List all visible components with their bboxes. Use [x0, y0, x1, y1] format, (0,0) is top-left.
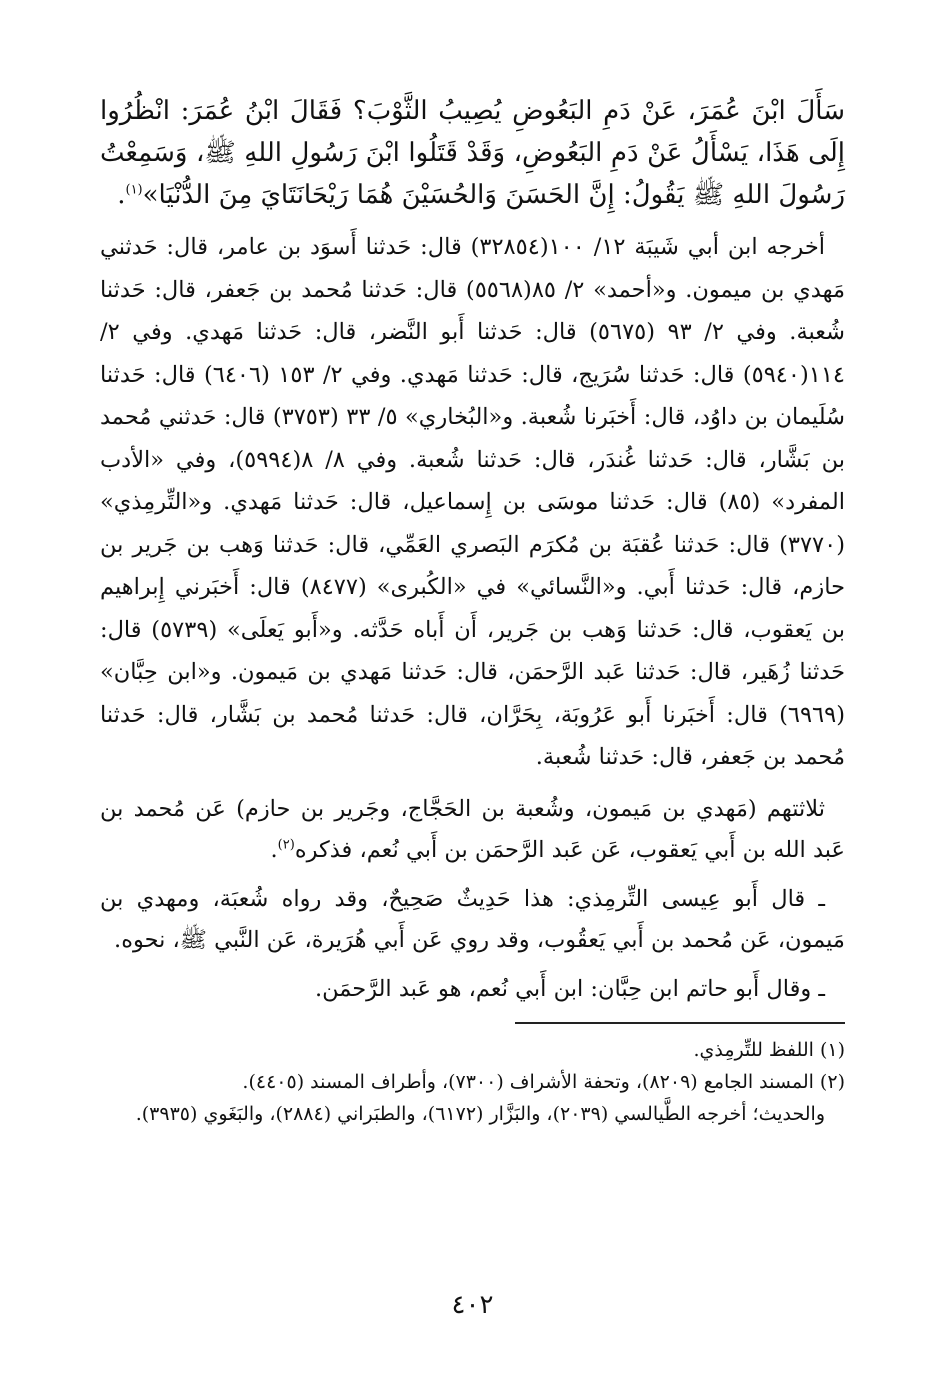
- tirmidhi-comment: ـ قال أَبو عِيسى التِّرمِذي: هذا حَدِيثٌ صَحِيحٌ، وقد رواه شُعبَة، ومهدي بن مَيمون، عَن مُحمد بن أَبي يَعقُوب، وقد روي عَن أَبي هُرَيرة، عَن النَّبي ﷺ، نحوه.: [100, 885, 845, 953]
- chain-summary-end: .: [270, 836, 278, 863]
- page-number: ٤٠٢: [451, 1290, 494, 1320]
- footnote-divider: [515, 1022, 845, 1024]
- page-body: [100, 90, 845, 1130]
- chain-summary-text: ثلاثتهم (مَهدي بن مَيمون، وشُعبة بن الحَجَّاج، وجَرير بن حازم) عَن مُحمد بن عَبد الله بن أَبي يَعقوب، عَن عَبد الرَّحمَن بن أَبي نُعم، فذكره: [100, 795, 845, 863]
- footnote-2: (٢) المسند الجامع (٨٢٠٩)، وتحفة الأشراف (٧٣٠٠)، وأطراف المسند (٤٤٠٥).: [242, 1070, 845, 1093]
- takhrij-paragraph: أخرجه ابن أبي شَيبَة ١٢/ ١٠٠(٣٢٨٥٤) قال: حَدثنا أَسوَد بن عامر، قال: حَدثني مَهدي بن ميمون. و«أحمد» ٢/ ٨٥(٥٥٦٨) قال: حَدثنا مُحمد بن جَعفر، قال: حَدثنا شُعبة. وفي ٢/ ٩٣ (٥٦٧٥) قال: حَدثنا أَبو النَّضر، قال: حَدثنا مَهدي. وفي ٢/ ١١٤(٥٩٤٠) قال: حَدثنا سُرَيج، قال: حَدثنا مَهدي. وفي ٢/ ١٥٣ (٦٤٠٦) قال: حَدثنا سُلَيمان بن داوُد، قال: أَخبَرنا شُعبة. و«البُخاري» ٥/ ٣٣ (٣٧٥٣) قال: حَدثني مُحمد بن بَشَّار، قال: حَدثنا غُندَر، قال: حَدثنا شُعبة. وفي ٨/ ٨(٥٩٩٤)، وفي «الأدب المفرد» (٨٥) قال: حَدثنا موسَى بن إِسماعيل، قال: حَدثنا مَهدي. و«التِّرمِذي» (٣٧٧٠) قال: حَدثنا عُقبَة بن مُكرَم البَصري العَمِّي، قال: حَدثنا وَهب بن جَرير بن حازم، قال: حَدثنا أَبي. و«النَّسائي» في «الكُبرى» (٨٤٧٧) قال: أَخبَرني إِبراهيم بن يَعقوب، قال: حَدثنا وَهب بن جَرير، أَن أَباه حَدَّثه. و«أَبو يَعلَى» (٥٧٣٩) قال: حَدثنا زُهَير، قال: حَدثنا عَبد الرَّحمَن، قال: حَدثنا مَهدي بن مَيمون. و«ابن حِبَّان» (٦٩٦٩) قال: أَخبَرنا أَبو عَرُوبَة، بِحَرَّان، قال: حَدثنا مُحمد بن بَشَّار، قال: حَدثنا مُحمد بن جَعفر، قال: حَدثنا شُعبة.: [100, 234, 846, 770]
- footnote-1: (١) اللفظ للتِّرمِذي.: [693, 1038, 845, 1061]
- ibn-hibban-comment: ـ وقال أَبو حاتم ابن حِبَّان: ابن أَبي نُعم، هو عَبد الرَّحمَن.: [314, 975, 825, 1002]
- footnote-marker-2: (٢): [277, 837, 295, 852]
- footnote-marker-1: (١): [125, 182, 143, 198]
- hadith-text: [100, 90, 845, 216]
- hadith-end: .: [117, 180, 126, 210]
- hadith-body: سَأَلَ ابْنَ عُمَرَ، عَنْ دَمِ البَعُوضِ يُصِيبُ الثَّوْبَ؟ فَقَالَ ابْنُ عُمَرَ: انْظُرُوا إِلَى هَذَا، يَسْأَلُ عَنْ دَمِ البَعُوضِ، وَقَدْ قَتَلُوا ابْنَ رَسُولِ اللهِ ﷺ، وَسَمِعْتُ رَسُولَ اللهِ ﷺ يَقُولُ: إِنَّ الحَسَنَ وَالحُسَيْنَ هُمَا رَيْحَانَتَايَ مِنَ الدُّنْيَا»: [100, 96, 845, 210]
- footnotes-section: [100, 1022, 845, 1130]
- footnote-2-continuation: والحديث؛ أخرجه الطَّيالسي (٢٠٣٩)، والبَزَّار (٦١٧٢)، والطبَراني (٢٨٨٤)، والبَغَوي (٣٩٣٥).: [135, 1102, 825, 1125]
- chain-summary-paragraph: [100, 789, 845, 871]
